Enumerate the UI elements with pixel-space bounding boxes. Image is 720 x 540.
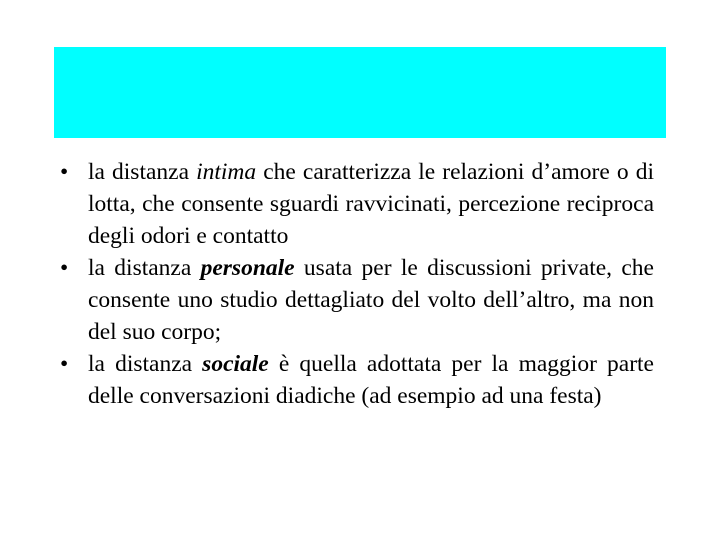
bullet-text-after: usata per le discussioni private, che consente uno studio dettagliato del volto dell’altro, ma non del suo corpo;: [88, 255, 654, 345]
bullet-list: [60, 156, 654, 412]
bullet-emphasis: intima: [196, 159, 257, 185]
bullet-item-personale: [60, 252, 654, 348]
bullet-emphasis: personale: [200, 255, 295, 281]
bullet-text-before: la distanza: [88, 255, 201, 281]
bullet-text-before: la distanza: [88, 159, 197, 185]
bullet-item-intima: [60, 156, 654, 252]
bullet-icon: •: [60, 351, 69, 377]
bullet-icon: •: [60, 255, 69, 281]
bullet-text-after: che caratterizza le relazioni d’amore o di lotta, che consente sguardi ravvicinati, percezione reciproca degli odori e contatto: [88, 159, 654, 249]
bullet-text-before: la distanza: [88, 351, 203, 377]
bullet-item-sociale: [60, 348, 654, 412]
bullet-icon: •: [60, 159, 69, 185]
slide-title-band: [54, 47, 666, 138]
bullet-text-after: è quella adottata per la maggior parte delle conversazioni diadiche (ad esempio ad una festa): [88, 351, 654, 409]
bullet-emphasis: sociale: [202, 351, 269, 377]
